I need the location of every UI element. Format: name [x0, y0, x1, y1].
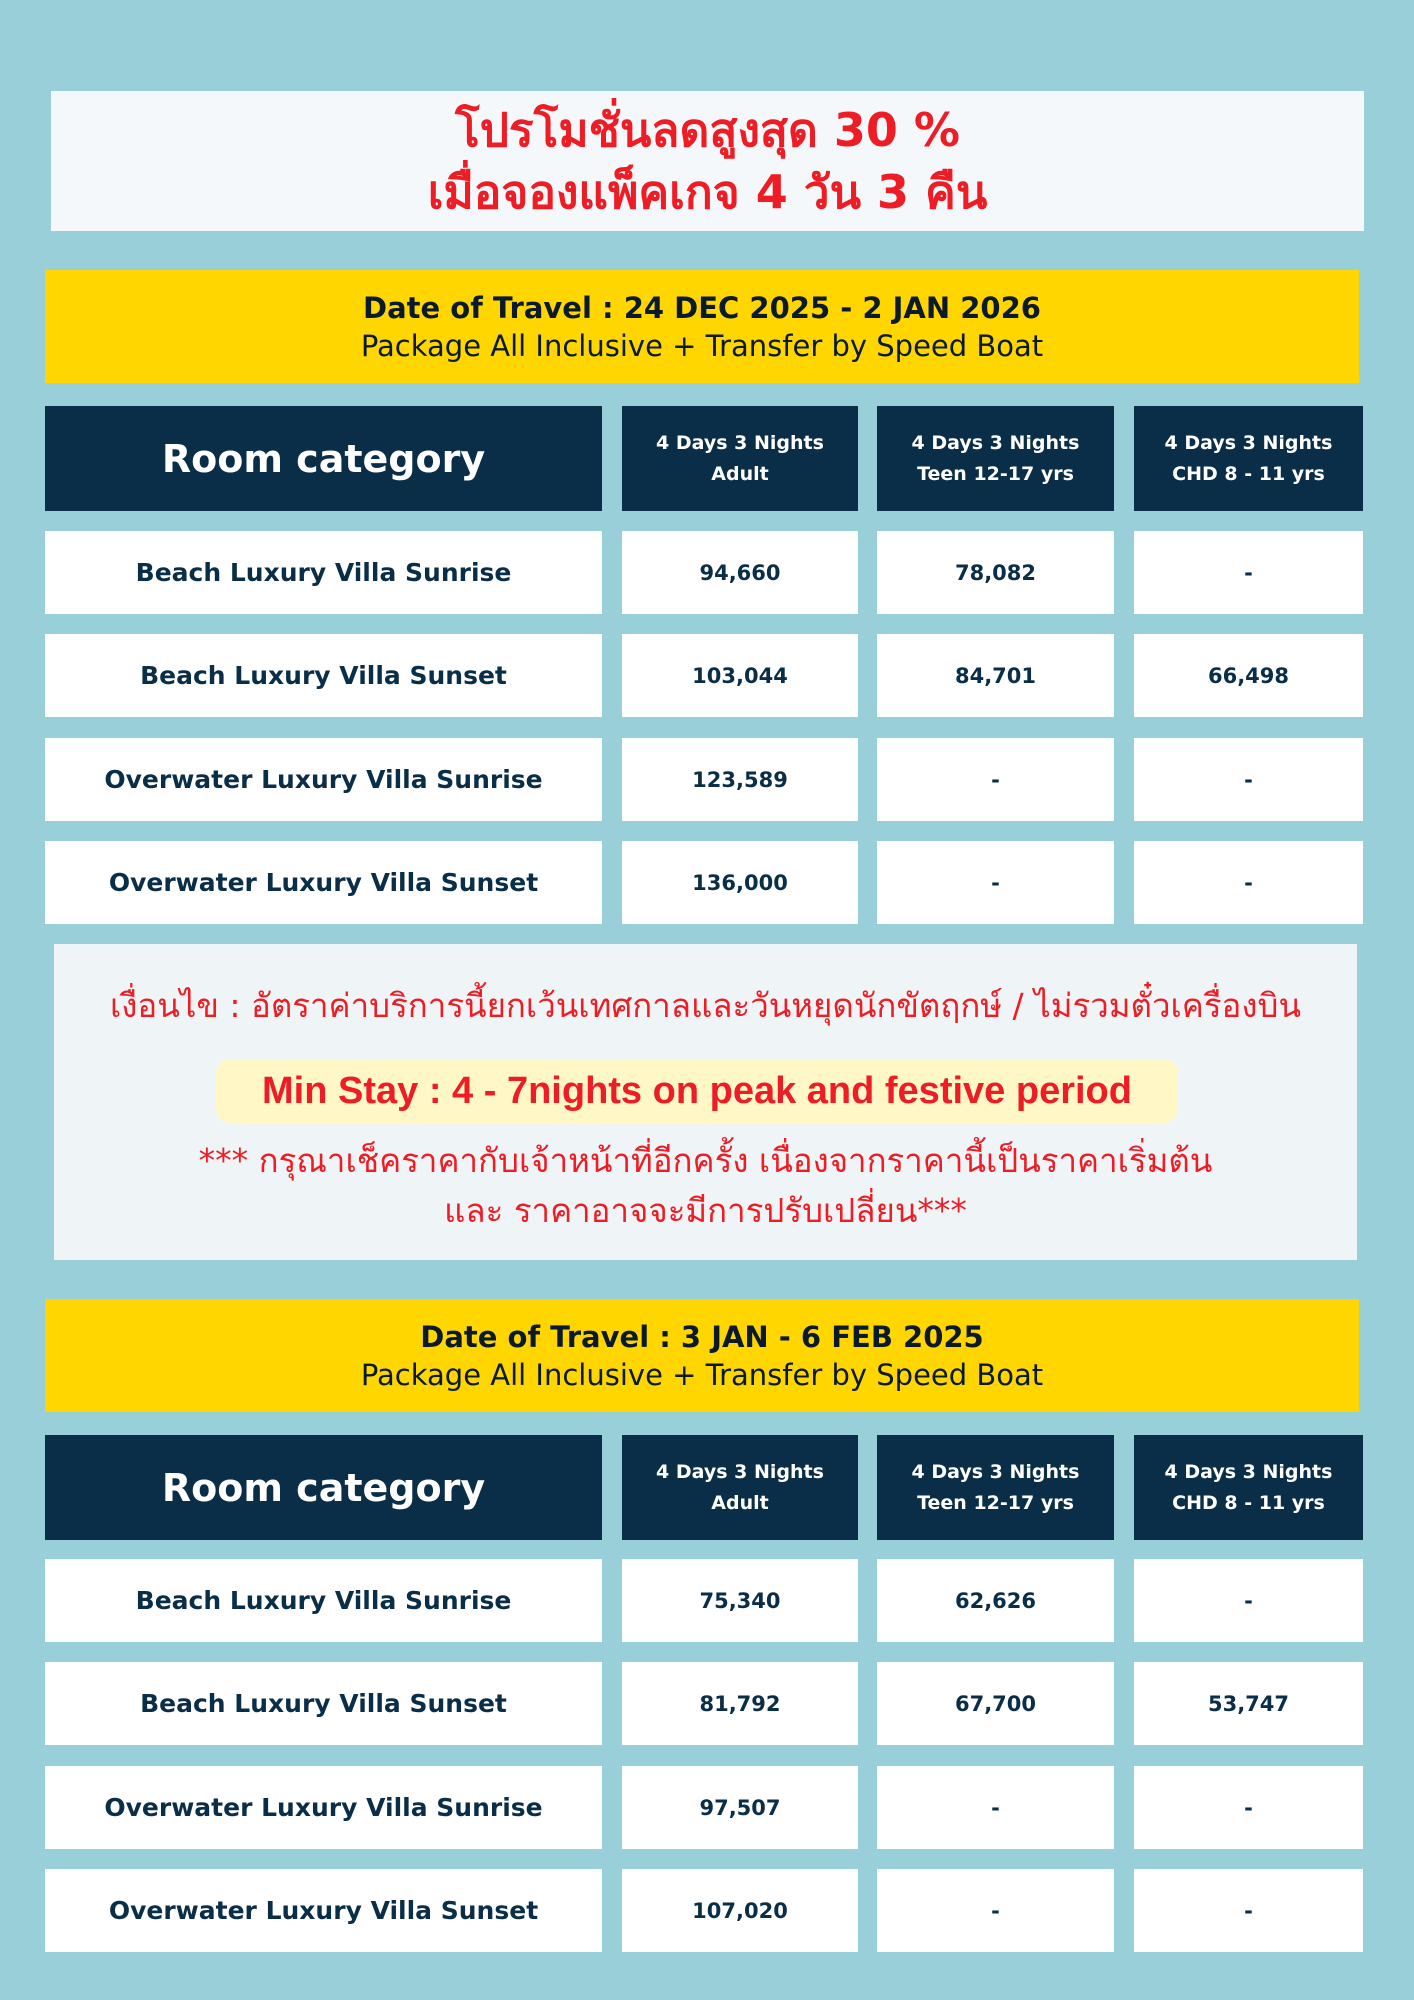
teen-column-header: 4 Days 3 Nights Teen 12-17 yrs [877, 1435, 1114, 1540]
adult-price: 94,660 [622, 531, 858, 614]
adult-price: 136,000 [622, 841, 858, 924]
chd-column-header: 4 Days 3 Nights CHD 8 - 11 yrs [1134, 1435, 1363, 1540]
period-2-date: Date of Travel : 3 JAN - 6 FEB 2025 [420, 1319, 984, 1354]
room-name: Beach Luxury Villa Sunrise [45, 1559, 602, 1642]
period-1-date: Date of Travel : 24 DEC 2025 - 2 JAN 2026 [363, 290, 1041, 325]
promo-banner [51, 91, 1364, 231]
adult-price: 81,792 [622, 1662, 858, 1745]
teen-price: 84,701 [877, 634, 1114, 717]
chd-price: - [1134, 1559, 1363, 1642]
chd-price: - [1134, 1766, 1363, 1849]
room-category-header: Room category [45, 406, 602, 511]
room-category-header: Room category [45, 1435, 602, 1540]
chd-price: 66,498 [1134, 634, 1363, 717]
conditions-panel [54, 944, 1357, 1260]
period-1-banner [45, 270, 1359, 383]
room-name: Overwater Luxury Villa Sunset [45, 841, 602, 924]
room-name: Beach Luxury Villa Sunset [45, 1662, 602, 1745]
teen-price: - [877, 1869, 1114, 1952]
promo-line-2: เมื่อจองแพ็คเกจ 4 วัน 3 คืน [427, 165, 988, 219]
teen-price: - [877, 841, 1114, 924]
period-2-package: Package All Inclusive + Transfer by Speed Boat [360, 1357, 1044, 1392]
teen-price: 67,700 [877, 1662, 1114, 1745]
price-check-notice [54, 1136, 1357, 1236]
adult-column-header: 4 Days 3 Nights Adult [622, 406, 858, 511]
teen-price: - [877, 1766, 1114, 1849]
chd-column-header: 4 Days 3 Nights CHD 8 - 11 yrs [1134, 406, 1363, 511]
adult-price: 107,020 [622, 1869, 858, 1952]
chd-price: 53,747 [1134, 1662, 1363, 1745]
adult-price: 75,340 [622, 1559, 858, 1642]
period-1-package: Package All Inclusive + Transfer by Speed Boat [360, 328, 1044, 363]
adult-price: 123,589 [622, 738, 858, 821]
period-2-banner [45, 1299, 1359, 1412]
room-name: Beach Luxury Villa Sunset [45, 634, 602, 717]
min-stay-notice: Min Stay : 4 - 7nights on peak and festive period [216, 1059, 1178, 1123]
adult-price: 103,044 [622, 634, 858, 717]
room-name: Overwater Luxury Villa Sunrise [45, 738, 602, 821]
room-name: Beach Luxury Villa Sunrise [45, 531, 602, 614]
chd-price: - [1134, 1869, 1363, 1952]
teen-price: - [877, 738, 1114, 821]
price-check-line-1: *** กรุณาเช็คราคากับเจ้าหน้าที่อีกครั้ง เนื่องจากราคานี้เป็นราคาเริ่มต้น [198, 1141, 1213, 1180]
room-name: Overwater Luxury Villa Sunrise [45, 1766, 602, 1849]
promo-line-1: โปรโมชั่นลดสูงสุด 30 % [455, 103, 960, 157]
chd-price: - [1134, 531, 1363, 614]
teen-price: 78,082 [877, 531, 1114, 614]
condition-text: เงื่อนไข : อัตราค่าบริการนี้ยกเว้นเทศกาลและวันหยุดนักขัตฤกษ์ / ไม่รวมตั๋วเครื่องบิน [110, 986, 1301, 1025]
adult-column-header: 4 Days 3 Nights Adult [622, 1435, 858, 1540]
adult-price: 97,507 [622, 1766, 858, 1849]
chd-price: - [1134, 738, 1363, 821]
teen-price: 62,626 [877, 1559, 1114, 1642]
price-check-line-2: และ ราคาอาจจะมีการปรับเปลี่ยน*** [444, 1191, 967, 1230]
chd-price: - [1134, 841, 1363, 924]
teen-column-header: 4 Days 3 Nights Teen 12-17 yrs [877, 406, 1114, 511]
room-name: Overwater Luxury Villa Sunset [45, 1869, 602, 1952]
